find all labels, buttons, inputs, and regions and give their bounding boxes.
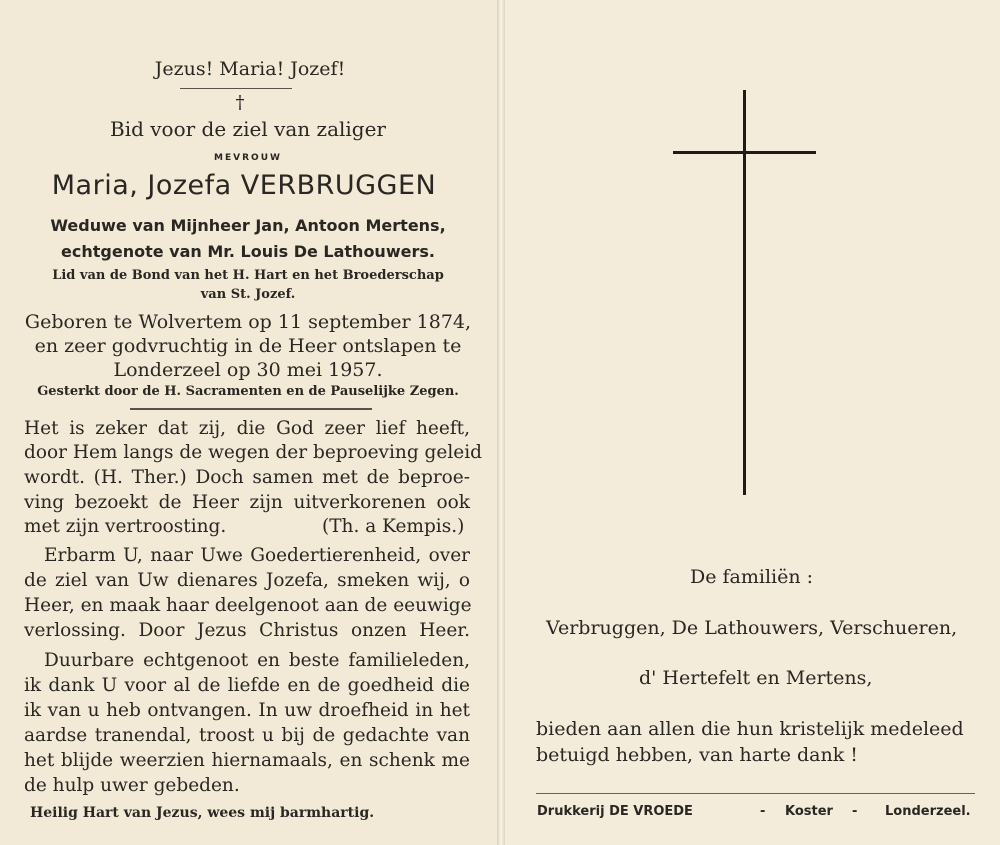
paragraph3-line: ik dank U voor al de liefde en de goedheid die xyxy=(24,675,470,696)
paragraph3-line: aardse tranendal, troost u bij de gedachte van xyxy=(24,725,470,746)
cross-bar xyxy=(673,151,816,154)
paragraph1-line: door Hem langs de wegen der beproeving geleid xyxy=(24,442,482,463)
paragraph1-line: wordt. (H. Ther.) Doch samen met de beproe- xyxy=(24,467,470,488)
paragraph3-line: het blijde weerzien hiernamaals, en schenk me xyxy=(24,750,470,771)
header-rule xyxy=(180,88,292,89)
fold-crease xyxy=(497,0,505,845)
printer-person: Koster xyxy=(785,804,833,819)
sacraments-line: Gesterkt door de H. Sacramenten en de Pauselijke Zegen. xyxy=(37,384,459,399)
detail-line-3: Lid van de Bond van het H. Hart en het Broederschap xyxy=(52,268,444,283)
printer-rule xyxy=(536,793,975,794)
printer-city: Londerzeel. xyxy=(885,804,971,819)
paragraph3-last-line: de hulp uwer gebeden. xyxy=(24,775,240,796)
detail-line-4: van St. Jozef. xyxy=(200,287,296,302)
divider-rule xyxy=(130,408,372,410)
printer-name: Drukkerij DE VROEDE xyxy=(537,804,693,819)
deceased-name: Maria, Jozefa VERBRUGGEN xyxy=(51,170,437,201)
death-place-line: Londerzeel op 30 mei 1957. xyxy=(113,359,383,381)
paragraph3-line: Duurbare echtgenoot en beste familieleden, xyxy=(44,650,470,671)
families-line-1: Verbruggen, De Lathouwers, Verschueren, xyxy=(546,617,958,639)
thanks-line-2: betuigd hebben, van harte dank ! xyxy=(536,744,858,766)
printer-separator: - xyxy=(760,804,766,819)
paragraph2-line: de ziel van Uw dienares Jozefa, smeken wij, o xyxy=(24,570,470,591)
prayer-line: Bid voor de ziel van zaliger xyxy=(110,117,386,141)
paragraph3-line: ik van u heb ontvangen. In uw droefheid in het xyxy=(24,700,470,721)
paragraph1-line: Het is zeker dat zij, die God zeer lief heeft, xyxy=(24,418,470,439)
honorific: MEVROUW xyxy=(214,153,282,163)
paragraph2-line: Erbarm U, naar Uwe Goedertierenheid, over xyxy=(44,545,470,566)
death-line: en zeer godvruchtig in de Heer ontslapen te xyxy=(34,335,462,357)
printer-separator: - xyxy=(852,804,858,819)
thanks-line-1: bieden aan allen die hun kristelijk medeleed xyxy=(536,718,964,740)
detail-line-2: echtgenote van Mr. Louis De Lathouwers. xyxy=(61,242,435,261)
paragraph1-citation: (Th. a Kempis.) xyxy=(322,516,465,537)
paragraph1-last-line: met zijn vertroosting. xyxy=(24,516,227,537)
closing-invocation: Heilig Hart van Jezus, wees mij barmhartig. xyxy=(30,805,375,821)
detail-line-1: Weduwe van Mijnheer Jan, Antoon Mertens, xyxy=(50,216,446,235)
families-line-2: d' Hertefelt en Mertens, xyxy=(639,667,873,689)
small-cross-icon: † xyxy=(235,92,245,113)
header-invocation: Jezus! Maria! Jozef! xyxy=(154,58,346,80)
paragraph2-line: verlossing. Door Jezus Christus onzen Heer. xyxy=(24,620,470,641)
families-title: De familiën : xyxy=(690,566,814,588)
paragraph2-line: Heer, en maak haar deelgenoot aan de eeuwige xyxy=(24,595,472,616)
birth-line: Geboren te Wolvertem op 11 september 1874, xyxy=(24,311,472,333)
paragraph1-line: ving bezoekt de Heer zijn uitverkorenen ook xyxy=(24,492,470,513)
